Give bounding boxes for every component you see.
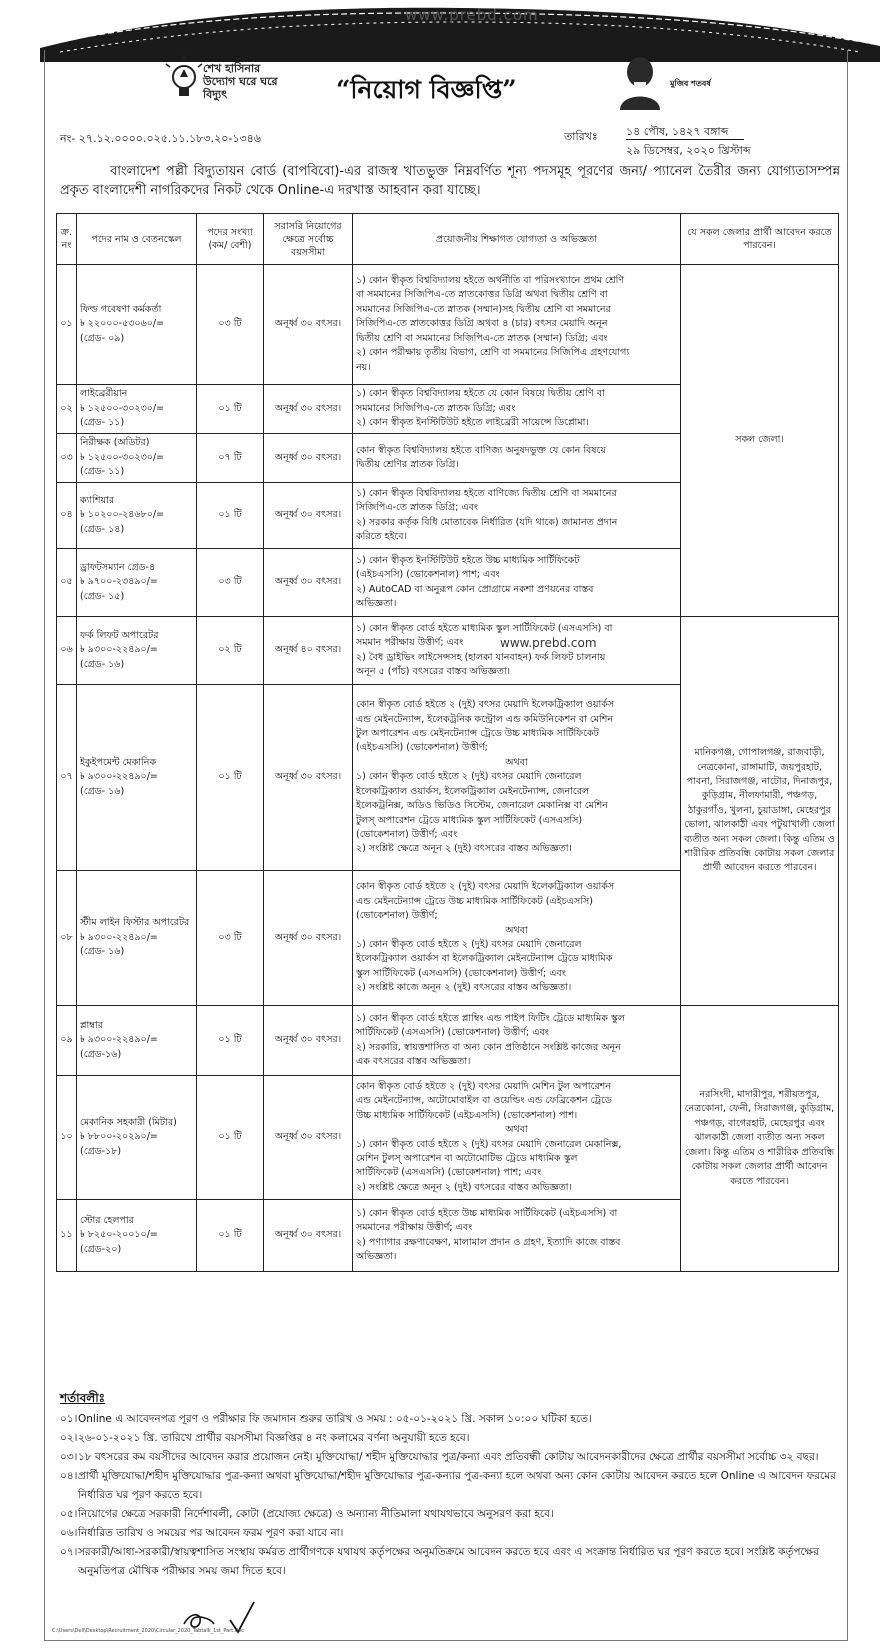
- qualification-line: কোন স্বীকৃত বিশ্ববিদ্যালয় হইতে বাণিজ্য অনুষদভুক্ত যে কোন বিষয়ে: [356, 444, 606, 456]
- post-scale: ৳ ৮৮০০-২০২৯০/=: [80, 1131, 158, 1143]
- qualification-line: ইলেকট্রনিক্স, অডিও ভিডিও সিস্টেম, জেনারেল মেকানিক্স বা মেশিন: [356, 800, 608, 812]
- row-serial: ০৪: [57, 483, 77, 549]
- row-serial: ০৩: [57, 434, 77, 483]
- qualification-line: ১) কোন স্বীকৃত বোর্ড হইতে মাধ্যমিক স্কুল সার্টিফিকেট (এসএসসি) বা: [356, 622, 613, 634]
- row-qualification: [353, 385, 681, 434]
- logo-left-text: শেখ হাসিনার উদ্যোগ ঘরে ঘরে বিদ্যুৎ: [203, 62, 278, 101]
- watermark-top: www.prebd.com: [405, 6, 539, 24]
- qualification-line: স্কুল সার্টিফিকেট (এসএসসি) (ভোকেশনাল) উত্তীর্ণ; এবং: [356, 967, 566, 979]
- post-scale: ৳ ১২৫০০-৩০২৩০/=: [80, 451, 165, 463]
- qualification-line: টুল অপারেশন এন্ড মেইনটেন্যান্স ট্রেডে উচ্চ মাধ্যমিক সার্টিফিকেট: [356, 728, 599, 740]
- post-name: ড্রাফটসম্যান গ্রেড-৪: [80, 561, 156, 573]
- row-post: [77, 617, 197, 685]
- row-post: [77, 483, 197, 549]
- district-eligibility: সকল জেলা।: [681, 265, 839, 617]
- post-name: মেকানিক সহকারী (মিটার): [80, 1116, 177, 1128]
- header-districts: যে সকল জেলার প্রার্থী আবেদন করতে পারবেন।: [681, 214, 839, 265]
- qualification-line: ২) AutoCAD বা অনুরূপ কোন প্রোগ্রামে নকশা প্রণয়নের বাস্তব: [356, 583, 594, 595]
- reference-number: নং- ২৭.১২.০০০০.০২৫.১১.১৮৩.২০-১৩৪৬: [60, 132, 261, 145]
- post-grade: (গ্রেড- ০৯): [80, 332, 125, 344]
- row-age-limit: অনূর্ধ্ব ৩০ বৎসর।: [264, 265, 353, 385]
- qualification-line: বা সমমানের সিজিপিএ-তে স্নাতকোত্তর ডিগ্রি অথবা দ্বিতীয় শ্রেণি বা: [356, 289, 608, 301]
- row-qualification: [353, 1076, 681, 1200]
- condition-item: [60, 1543, 842, 1581]
- qualification-line: ২) সংশ্লিষ্ট কাজে অনূন ২ (দুই) বৎসরের বাস্তব অভিজ্ঞতা।: [356, 982, 572, 994]
- qualification-line: এক বৎসরের বাস্তব অভিজ্ঞতা।: [356, 1055, 471, 1067]
- post-grade: (গ্রেড- ১৬): [80, 785, 125, 797]
- qualification-line: (ভোকেশনাল) উত্তীর্ণ;: [356, 910, 438, 922]
- qualification-line: নয়।: [356, 361, 371, 373]
- row-post: [77, 1076, 197, 1200]
- row-count: ০৭ টি: [197, 434, 264, 483]
- row-age-limit: অনূর্ধ্ব ৩০ বৎসর।: [264, 549, 353, 617]
- header-qualification: প্রয়োজনীয় শিক্ষাগত যোগ্যতা ও অভিজ্ঞতা: [353, 214, 681, 265]
- qualification-line: ২) কোন স্বীকৃত ইনস্টিটিউট হইতে লাইব্রেরী সায়েন্সে ডিপ্লোমা।: [356, 417, 589, 429]
- row-serial: ১০: [57, 1076, 77, 1200]
- post-name: স্টীম লাইন ফিস্টার অপারেটর: [80, 917, 190, 929]
- qualification-line: অনূন ৫ (পাঁচ) বৎসরের বাস্তব অভিজ্ঞতা।: [356, 665, 511, 677]
- row-post: [77, 871, 197, 1006]
- post-scale: ৳ ৯৩০০-২২৪৯০/=: [80, 644, 158, 656]
- row-count: ০২ টি: [197, 617, 264, 685]
- qualification-line: ১) কোন স্বীকৃত বোর্ড হইতে ২ (দুই) বৎসর মেয়াদি জেনারেল: [356, 939, 582, 950]
- condition-number: ০৫।: [60, 1508, 78, 1520]
- qualification-line: সমমানের সিজিপিএ-তে স্নাতক (সম্মান)সহ দ্বিতীয় শ্রেণি বা সমমানের: [356, 303, 611, 315]
- row-count: ০১ টি: [197, 685, 264, 871]
- qualification-line: মেশিন টুলস্ অপারেশন বা অটোমোটিভ ট্রেডে মাধ্যমিক স্কুল: [356, 1152, 578, 1164]
- row-qualification: [353, 1200, 681, 1272]
- row-qualification: [353, 483, 681, 549]
- qualification-line: অথবা: [505, 924, 528, 936]
- row-serial: ০১: [57, 265, 77, 385]
- post-scale: ৳ ৯৩০০-২২৪৯০/=: [80, 931, 158, 943]
- post-scale: ৳ ১২৫০০-৩০২৩০/=: [80, 402, 165, 414]
- qualification-line: অভিজ্ঞতা।: [356, 1250, 397, 1262]
- qualification-line: ১) কোন স্বীকৃত বোর্ড হইতে প্লাম্বিং এন্ড পাইপ ফিটিং ট্রেডে মাধ্যমিক স্কুল: [356, 1012, 625, 1024]
- row-serial: ০৫: [57, 549, 77, 617]
- qualification-line: কোন স্বীকৃত বোর্ড হইতে ২ (দুই) বৎসর মেয়াদি মেশিন টুল অপারেশন: [356, 1080, 611, 1092]
- post-name: স্টোর হেলপার: [80, 1214, 134, 1226]
- qualification-line: ১) কোন স্বীকৃত বোর্ড হইতে ২ (দুই) বৎসর মেয়াদি জেনারেল: [356, 771, 582, 783]
- row-post: [77, 685, 197, 871]
- district-eligibility: নরসিংদী, মাদারীপুর, শরীয়তপুর, নেত্রকোনা, ফেনী, সিরাজগঞ্জ, কুড়িগ্রাম, পঞ্চগড়, বাগেরহাট, মেহেরপুর এবং ঝালকাঠী জেলা ব্যতীত অন্য সকল জেলা। কিন্তু এতিম ও শারীরিক প্রতিবন্ধি কোটায় সকল জেলার প্রার্থী আবেদন করতে পারবেন।: [681, 1006, 839, 1272]
- row-count: ০৩ টি: [197, 871, 264, 1006]
- row-age-limit: অনূর্ধ্ব ৩০ বৎসর।: [264, 1006, 353, 1076]
- condition-number: ০৩।: [60, 1451, 78, 1463]
- condition-text: নির্ধারিত তারিখ ও সময়ের পর আবেদন ফরম পূরণ করা যাবে না।: [78, 1527, 344, 1539]
- notice-title: “নিয়োগ বিজ্ঞপ্তি”: [336, 75, 517, 104]
- row-post: [77, 549, 197, 617]
- qualification-line: ১) কোন স্বীকৃত বিশ্ববিদ্যালয় হইতে বাণিজ্যে দ্বিতীয় শ্রেণি বা সমমানের: [356, 487, 617, 499]
- qualification-line: সার্টিফিকেট (এসএসসি) (ভোকেশনাল) পাশ; এবং: [356, 1167, 542, 1179]
- condition-number: ০৭।: [60, 1546, 78, 1558]
- post-grade: (গ্রেড- ১১): [80, 466, 125, 478]
- row-serial: ০৮: [57, 871, 77, 1006]
- qualification-line: সিজিপিএ-তে স্নাতকোত্তর ডিগ্রি অথবা ৪ (চার) বৎসর মেয়াদি অনূন: [356, 318, 608, 330]
- row-count: ০১ টি: [197, 385, 264, 434]
- row-age-limit: অনূর্ধ্ব ৩০ বৎসর।: [264, 483, 353, 549]
- qualification-line: সিজিপিএ-তে স্নাতক ডিগ্রি; এবং: [356, 502, 478, 514]
- date-english: ২৯ ডিসেম্বর, ২০২০ খ্রিস্টাব্দ: [626, 144, 751, 157]
- post-scale: ৳ ৮২৫০-২০০১০/=: [80, 1229, 158, 1241]
- qualification-line: ২) কোন পরীক্ষায় তৃতীয় বিভাগ, শ্রেণি বা সমমানের সিজিপিএ গ্রহণযোগ্য: [356, 347, 630, 359]
- qualification-line: কোন স্বীকৃত বোর্ড হইতে ২ (দুই) বৎসর মেয়াদি ইলেকট্রিক্যাল ওয়ার্কস: [356, 881, 615, 893]
- row-count: ০১ টি: [197, 483, 264, 549]
- qualification-line: (এইচএসসি) (ভোকেশনাল) উত্তীর্ণ;: [356, 742, 488, 754]
- qualification-line: সার্টিফিকেট (এসএসসি) (ভোকেশনাল) উত্তীর্ণ; এবং: [356, 1027, 549, 1039]
- qualification-line: টুলস্ অপারেশন ট্রেডে মাধ্যমিক স্কুল সার্টিফিকেট (এসএসসি): [356, 814, 583, 826]
- row-age-limit: অনূর্ধ্ব ৪০ বৎসর।: [264, 617, 353, 685]
- condition-text: নিয়োগের ক্ষেত্রে সরকারী নির্দেশাবলী, কোটা (প্রযোজ্য ক্ষেত্রে) ও অন্যান্য নীতিমালা যথাযথভাবে অনুসরণ করা হবে।: [78, 1508, 554, 1520]
- date-bangla: ১৪ পৌষ, ১৪২৭ বঙ্গাব্দ: [626, 125, 729, 138]
- post-grade: (গ্রেড- ১৬): [80, 658, 125, 670]
- qualification-line: ২) সংশ্লিষ্ট ক্ষেত্রে অনূন ২ (দুই) বৎসরের বাস্তব অভিজ্ঞতা।: [356, 843, 572, 855]
- post-scale: ৳ ৯৭০০-২৩৪৯০/=: [80, 576, 158, 588]
- qualification-line: ইলেকট্রিক্যাল ওয়ার্কস বা ইলেকট্রিক্যাল মেইনটেন্যান্স ট্রেডে মাধ্যমিক: [356, 953, 613, 965]
- condition-number: ০২।: [60, 1432, 78, 1444]
- row-post: [77, 1200, 197, 1272]
- table-row: [57, 265, 839, 385]
- district-eligibility: মানিকগঞ্জ, গোপালগঞ্জ, রাজবাড়ী, নেত্রকোনা, রাঙ্গামাটি, জয়পুরহাট, পাবনা, সিরাজগঞ্জ, নাটোর, দিনাজপুর, কুড়িগ্রাম, নীলফামারী, পঞ্চগড়, ঠাকুরগাঁও, খুলনা, চুয়াডাঙ্গা, মেহেরপুর ভোলা, ঝালকাঠী এবং পটুয়াখালী জেলা ব্যতীত অন্য সকল জেলা। কিন্তু এতিম ও শারীরিক প্রতিবন্ধি কোটায় সকল জেলার প্রার্থী আবেদন করতে পারবেন।: [681, 617, 839, 1006]
- condition-item: [60, 1467, 842, 1505]
- post-grade: (গ্রেড-২০): [80, 1243, 122, 1255]
- qualification-line: সমমান পরীক্ষায় উত্তীর্ণ; এবং: [356, 637, 464, 649]
- row-qualification: [353, 871, 681, 1006]
- qualification-line: ২) সংশ্লিষ্ট ক্ষেত্রে অনূন ২ (দুই) বৎসরের বাস্তব অভিজ্ঞতা।: [356, 1181, 572, 1193]
- footer-file-path: C:\Users\Dell\Desktop\Recruitment_2020\Circular_2020_Tabtalk_1st_Part.doc: [52, 1628, 244, 1634]
- table-row: [57, 617, 839, 685]
- row-qualification: [353, 617, 681, 685]
- qualification-line: কোন স্বীকৃত বোর্ড হইতে ২ (দুই) বৎসর মেয়াদি ইলেকট্রিক্যাল ওয়ার্কস: [356, 699, 615, 711]
- post-scale: ৳ ৯৩০০-২২৪৯০/=: [80, 1034, 158, 1046]
- row-serial: ১১: [57, 1200, 77, 1272]
- header-sl: ক্র. নং: [57, 214, 77, 265]
- table-header-row: [57, 214, 839, 265]
- post-scale: ৳ ৯৩০০-২২৪৯০/=: [80, 771, 158, 783]
- post-scale: ৳ ২২০০০-৫৩০৬০/=: [80, 318, 165, 330]
- row-count: ০১ টি: [197, 1006, 264, 1076]
- row-serial: ০৯: [57, 1006, 77, 1076]
- qualification-line: অভিজ্ঞতা।: [356, 597, 397, 609]
- post-grade: (গ্রেড-১৮): [80, 1145, 122, 1157]
- qualification-line: এন্ড মেইনটেন্যান্স, অটোমোবাইল বা ওয়েল্ডিং এন্ড ফেব্রিকেশন ট্রেডে: [356, 1095, 612, 1107]
- qualification-line: দ্বিতীয় শ্রেণির স্নাতক ডিগ্রি।: [356, 459, 459, 470]
- row-post: [77, 1006, 197, 1076]
- post-name: নিরীক্ষক (অডিটর): [80, 437, 150, 449]
- qualification-line: অথবা: [505, 756, 528, 768]
- row-age-limit: অনূর্ধ্ব ৩০ বৎসর।: [264, 1200, 353, 1272]
- watermark-mid: www.prebd.com: [500, 636, 597, 650]
- post-grade: (গ্রেড- ১৬): [80, 946, 125, 958]
- post-name: ফিল্ড গবেষণা কর্মকর্তা: [80, 303, 162, 315]
- vacancy-table: [56, 213, 839, 1272]
- qualification-line: ১) কোন স্বীকৃত বোর্ড হইতে উচ্চ মাধ্যমিক সার্টিফিকেট (এইচএসসি) বা: [356, 1207, 618, 1219]
- qualification-line: সমমানের সিজিপিএ-তে স্নাতক ডিগ্রি; এবং: [356, 402, 516, 414]
- qualification-line: ১) কোন স্বীকৃত বিশ্ববিদ্যালয় হইতে অর্থনীতি বা পরিসংখ্যানে প্রথম শ্রেণি: [356, 275, 625, 287]
- row-qualification: [353, 434, 681, 483]
- row-post: [77, 434, 197, 483]
- header-count: পদের সংখ্যা (কম/ বেশী): [197, 214, 264, 265]
- date-divider: [626, 139, 744, 140]
- condition-text: ২৬-০১-২০২১ খ্রি. তারিখে প্রার্থীর বয়সসীমা বিজ্ঞপ্তির ৪ নং কলামের বর্ণনা অনুযায়ী হতে হবে।: [78, 1432, 470, 1444]
- condition-text: প্রার্থী মুক্তিযোদ্ধা/শহীদ মুক্তিযোদ্ধার পুত্র-কন্যা অথবা মুক্তিযোদ্ধা/শহীদ মুক্তিযোদ্ধার পুত্র-কন্যার পুত্র-কন্যা হলে অথবা অন্য কোন কোটায় আবেদন করতে হলে Online এ আবেদন ফরমের নির্ধারিত ঘর পূরণ করতে হবে।: [78, 1470, 836, 1501]
- post-name: ক্যাশিয়ার: [80, 494, 115, 506]
- qualification-line: দ্বিতীয় শ্রেণি বা সমমানের সিজিপিএ-তে স্নাতক (সম্মান) ডিগ্রি; এবং: [356, 332, 608, 344]
- qualification-line: অথবা: [505, 1124, 528, 1136]
- condition-item: [60, 1410, 842, 1429]
- qualification-line: (ভোকেশনাল) উত্তীর্ণ; এবং: [356, 828, 458, 840]
- row-qualification: [353, 549, 681, 617]
- row-age-limit: অনূর্ধ্ব ৩০ বৎসর।: [264, 871, 353, 1006]
- conditions-list: [60, 1410, 842, 1581]
- post-name: লাইব্রেরীয়ান: [80, 388, 128, 400]
- date-label: তারিখঃ: [564, 130, 598, 143]
- mujib-portrait-logo: [612, 52, 711, 110]
- row-count: ০৩ টি: [197, 549, 264, 617]
- qualification-line: ইলেকট্রিক্যাল ওয়ার্কস, ইলেকট্রিক্যাল মেইনটেন্যান্স, জেনারেল: [356, 785, 590, 797]
- condition-number: ০৬।: [60, 1527, 78, 1539]
- row-count: ০১ টি: [197, 1200, 264, 1272]
- row-age-limit: অনূর্ধ্ব ৩০ বৎসর।: [264, 685, 353, 871]
- condition-number: ০১।: [60, 1413, 78, 1425]
- qualification-line: (এইচএসসি) (ভোকেশনাল) পাশ; এবং: [356, 569, 500, 581]
- qualification-line: ২) পণ্যাগার রক্ষণাবেক্ষণ, মালামাল প্রদান ও গ্রহণ, ইত্যাদি কাজে বাস্তব: [356, 1236, 621, 1248]
- post-grade: (গ্রেড-১৬): [80, 1048, 122, 1060]
- qualification-line: এন্ড মেইনটেন্যান্স ট্রেডে উচ্চ মাধ্যমিক সার্টিফিকেট (এইচএসসি): [356, 895, 593, 907]
- qualification-line: ২) বৈধ ড্রাইভিং লাইসেন্সসহ (হালকা যানবাহন) ফর্ক লিফট চালনায়: [356, 651, 606, 663]
- condition-item: [60, 1429, 842, 1448]
- row-qualification: [353, 265, 681, 385]
- condition-item: [60, 1505, 842, 1524]
- condition-number: ০৪।: [60, 1470, 78, 1482]
- post-grade: (গ্রেড- ১৫): [80, 590, 125, 602]
- row-qualification: [353, 1006, 681, 1076]
- post-name: ইকুইপমেন্ট মেকানিক: [80, 756, 157, 768]
- row-qualification: [353, 685, 681, 871]
- qualification-line: করিতে হইবে।: [356, 530, 407, 542]
- qualification-line: ২) সরকারি, স্বায়ত্তশাসিত বা অন্য কোন প্রতিষ্ঠানে সংশ্লিষ্ট কাজের অনূন: [356, 1041, 621, 1053]
- row-count: ০১ টি: [197, 1076, 264, 1200]
- table-row: [57, 1006, 839, 1076]
- condition-text: Online এ আবেদনপত্র পূরণ ও পরীক্ষার ফি জমাদান শুরুর তারিখ ও সময় : ০৫-০১-২০২১ খ্রি. সকাল ১০:০০ ঘটিকা হতে।: [78, 1413, 592, 1425]
- row-age-limit: অনূর্ধ্ব ৩০ বৎসর।: [264, 434, 353, 483]
- row-post: [77, 265, 197, 385]
- post-name: প্লাম্বার: [80, 1019, 103, 1031]
- qualification-line: ১) কোন স্বীকৃত ইনস্টিটিউট হইতে উচ্চ মাধ্যমিক সার্টিফিকেট: [356, 554, 580, 566]
- qualification-line: উচ্চ মাধ্যমিক সার্টিফিকেট (এইচএসসি) (ভোকেশনাল) পাশ।: [356, 1109, 578, 1121]
- row-count: ০৩ টি: [197, 265, 264, 385]
- header-age: সরাসরি নিয়োগের ক্ষেত্রে সর্বোচ্চ বয়সসীমা: [264, 214, 353, 265]
- row-serial: ০৭: [57, 685, 77, 871]
- conditions-title: শর্তাবলীঃ: [60, 1391, 106, 1405]
- post-name: ফর্ক লিফট অপারেটর: [80, 629, 159, 641]
- condition-item: [60, 1448, 842, 1467]
- svg-text:মুজিব শতবর্ষ: মুজিব শতবর্ষ: [670, 79, 711, 88]
- condition-item: [60, 1524, 842, 1543]
- post-scale: ৳ ১০২০০-২৪৬৮০/=: [80, 509, 165, 521]
- row-serial: ০২: [57, 385, 77, 434]
- post-grade: (গ্রেড- ১১): [80, 417, 125, 429]
- intro-paragraph: বাংলাদেশ পল্লী বিদ্যুতায়ন বোর্ড (বাপবিবো)-এর রাজস্ব খাতভুক্ত নিম্নবর্ণিত শূন্য পদসমূহ পূরণের জন্য/ প্যানেল তৈরীর জন্য যোগ্যতাসম্পন্ন প্রকৃত বাংলাদেশী নাগরিকদের নিকট থেকে Online-এ দরখাস্ত আহবান করা যাচ্ছে।: [60, 164, 840, 198]
- row-age-limit: অনূর্ধ্ব ৩০ বৎসর।: [264, 385, 353, 434]
- row-age-limit: অনূর্ধ্ব ৩০ বৎসর।: [264, 1076, 353, 1200]
- condition-text: সরকারী/আধা-সরকারী/স্বায়ত্বশাসিত সংস্থায় কর্মরত প্রার্থীগণকে যথাযথ কর্তৃপক্ষের অনুমতিক্রমে আবেদন করতে হবে এবং এ সংক্রান্ত নির্ধারিত ঘর পূরণ করতে হবে। সংশ্লিষ্ট কর্তৃপক্ষের অনুমতিপত্র মৌখিক পরীক্ষার সময় জমা দিতে হবে।: [78, 1546, 819, 1577]
- condition-text: ১৮ বৎসরের কম বয়সীদের আবেদন করার প্রয়োজন নেই। মুক্তিযোদ্ধা/ শহীদ মুক্তিযোদ্ধার পুত্র/কন্যা এবং প্রতিবন্ধী কোটায় আবেদনকারীদের ক্ষেত্রে প্রার্থীর বয়সসীমা সর্বোচ্চ ৩২ বছর।: [78, 1451, 819, 1463]
- qualification-line: ১) কোন স্বীকৃত বিশ্ববিদ্যালয় হইতে যে কোন বিষয়ে দ্বিতীয় শ্রেণি বা: [356, 388, 605, 400]
- row-post: [77, 385, 197, 434]
- row-serial: ০৬: [57, 617, 77, 685]
- post-grade: (গ্রেড- ১৪): [80, 523, 125, 535]
- qualification-line: ১) কোন স্বীকৃত বোর্ড হইতে ২ (দুই) বৎসর মেয়াদি জেনারেল মেকানিক্স,: [356, 1138, 622, 1150]
- header-post: পদের নাম ও বেতনস্কেল: [77, 214, 197, 265]
- qualification-line: ২) সরকার কর্তৃক বিধি মোতাবেক নির্ধারিত (যদি থাকে) জামানত প্রদান: [356, 516, 618, 528]
- qualification-line: এন্ড মেইনটেন্যান্স, ইলেকট্রনিক কন্ট্রোল এন্ড কমিউনিকেশন বা মেশিন: [356, 713, 614, 725]
- qualification-line: সমমানের পরীক্ষায় উত্তীর্ণ; এবং: [356, 1222, 473, 1234]
